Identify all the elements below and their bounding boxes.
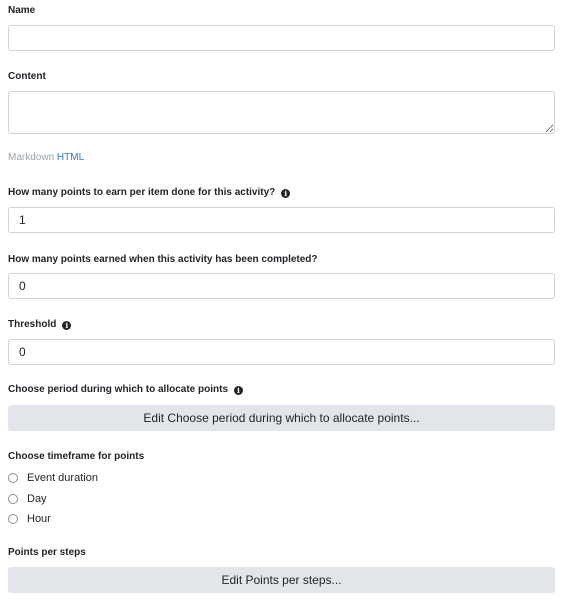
threshold-input[interactable] [8, 339, 555, 365]
edit-period-button[interactable]: Edit Choose period during which to allocate points... [8, 405, 555, 431]
name-input[interactable] [8, 25, 555, 51]
radio-button[interactable] [8, 473, 18, 483]
points-per-item-input[interactable] [8, 207, 555, 233]
edit-points-per-steps-button[interactable]: Edit Points per steps... [8, 567, 555, 593]
points-completed-input[interactable] [8, 273, 555, 299]
steps-label: Points per steps [8, 547, 86, 558]
timeframe-option-event-duration[interactable]: Event duration [8, 470, 98, 486]
timeframe-option-day[interactable]: Day [8, 491, 47, 507]
content-textarea[interactable] [8, 91, 555, 134]
points-per-item-label: How many points to earn per item done for this activity? i [8, 187, 290, 199]
info-circle-icon[interactable]: i [62, 321, 71, 330]
radio-button[interactable] [8, 494, 18, 504]
threshold-label: Threshold i [8, 319, 71, 331]
info-circle-icon[interactable]: i [281, 189, 290, 198]
timeframe-option-hour[interactable]: Hour [8, 511, 51, 527]
period-label: Choose period during which to allocate points i [8, 384, 243, 396]
name-label: Name [8, 5, 36, 16]
points-completed-label: How many points earned when this activity has been completed? [8, 254, 318, 265]
editor-mode-toggle [8, 152, 84, 163]
html-mode-link[interactable]: HTML [56, 152, 85, 163]
markdown-mode-link[interactable]: Markdown [8, 152, 55, 163]
content-label: Content [8, 71, 46, 82]
info-circle-icon[interactable]: i [234, 386, 243, 395]
timeframe-label: Choose timeframe for points [8, 451, 145, 462]
radio-button[interactable] [8, 514, 18, 524]
